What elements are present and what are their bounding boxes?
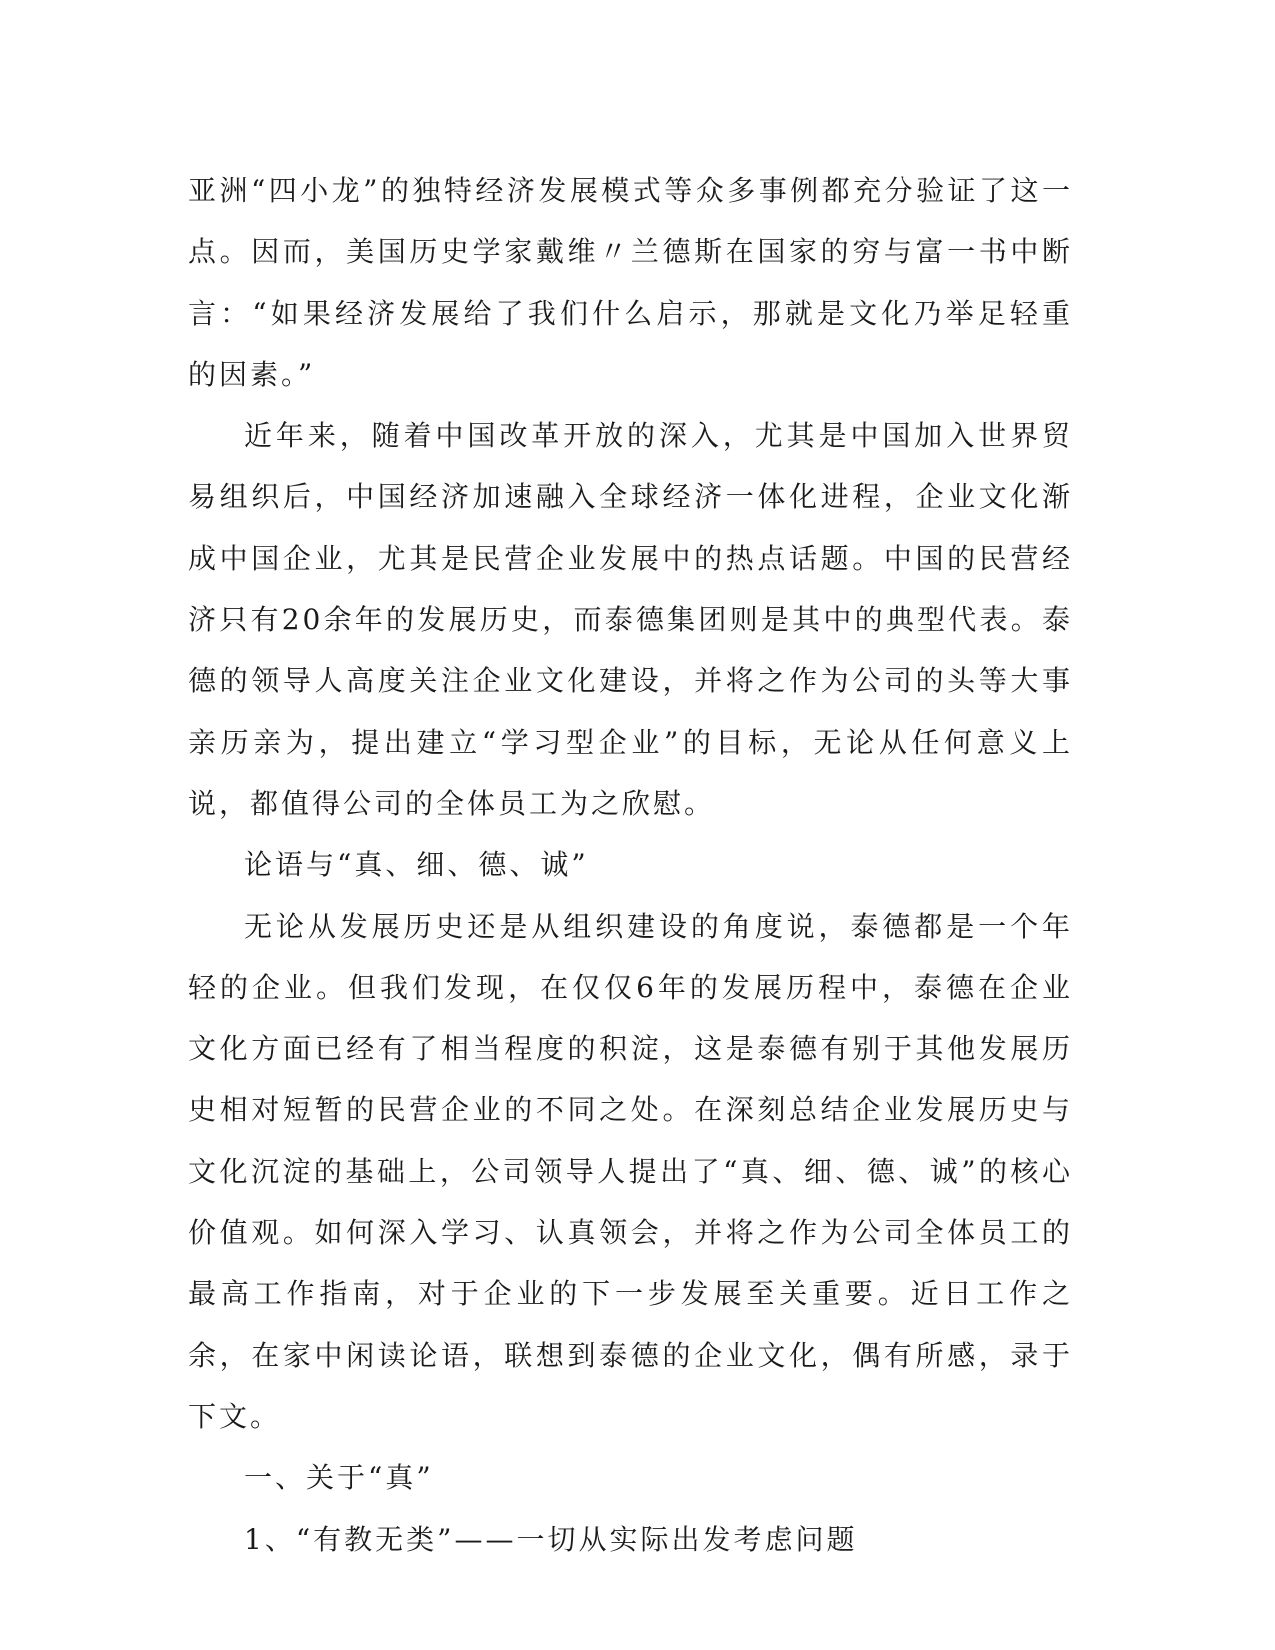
document-body (188, 160, 1073, 1570)
subsection-heading-1: 1、“有教无类”——一切从实际出发考虑问题 (244, 1522, 858, 1556)
section-heading-zhen: 一、关于“真” (244, 1461, 434, 1495)
section-heading-analects: 论语与“真、细、德、诚” (244, 848, 589, 882)
paragraph-reform-opening: 近年来，随着中国改革开放的深入，尤其是中国加入世界贸易组织后，中国经济加速融入全球经济一体化进程，企业文化渐成中国企业，尤其是民营企业发展中的热点话题。中国的民营经济只有20余年的发展历史，而泰德集团则是其中的典型代表。泰德的领导人高度关注企业文化建设，并将之作为公司的头等大事亲历亲为，提出建立“学习型企业”的目标，无论从任何意义上说，都值得公司的全体员工为之欣慰。 (188, 419, 1073, 820)
paragraph-core-values: 无论从发展历史还是从组织建设的角度说，泰德都是一个年轻的企业。但我们发现，在仅仅6年的发展历程中，泰德在企业文化方面已经有了相当程度的积淀，这是泰德有别于其他发展历史相对短暂的民营企业的不同之处。在深刻总结企业发展历史与文化沉淀的基础上，公司领导人提出了“真、细、德、诚”的核心价值观。如何深入学习、认真领会，并将之作为公司全体员工的最高工作指南，对于企业的下一步发展至关重要。近日工作之余，在家中闲读论语，联想到泰德的企业文化，偶有所感，录于下文。 (188, 909, 1073, 1433)
paragraph-continuation: 亚洲“四小龙”的独特经济发展模式等众多事例都充分验证了这一点。因而，美国历史学家戴维〃兰德斯在国家的穷与富一书中断言：“如果经济发展给了我们什么启示，那就是文化乃举足轻重的因素。” (188, 174, 1073, 391)
